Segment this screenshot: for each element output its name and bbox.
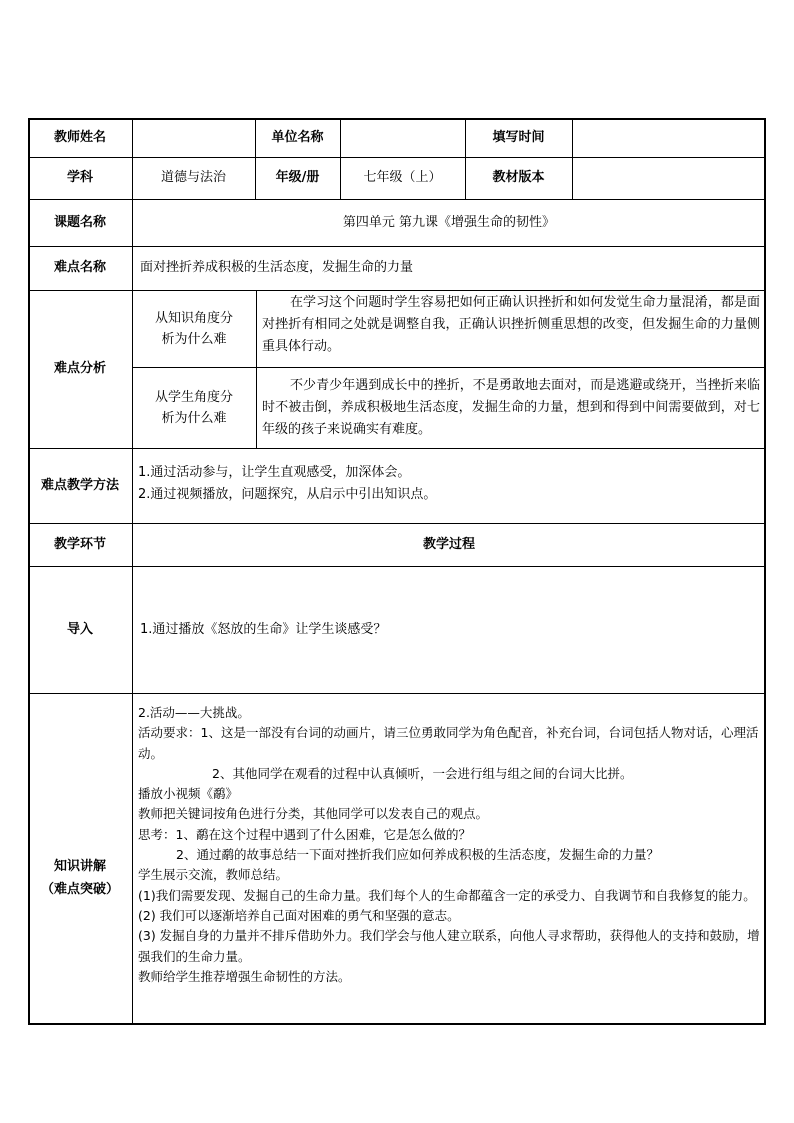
grade-label: 年级/册 bbox=[275, 170, 320, 185]
process-header: 教学过程 bbox=[422, 536, 475, 552]
subject-label: 学科 bbox=[66, 170, 93, 185]
knowledge-sublabel: （难点突破） bbox=[40, 882, 119, 897]
unit-name-value bbox=[340, 118, 465, 157]
method-label: 难点教学方法 bbox=[40, 477, 119, 493]
teacher-name-value bbox=[132, 118, 255, 157]
textbook-version-label: 教材版本 bbox=[492, 170, 545, 185]
knowledge-label: 知识讲解 bbox=[53, 859, 106, 874]
fill-date-label: 填写时间 bbox=[492, 129, 545, 145]
knowledge-line: 2、其他同学在观看的过程中认真倾听，一会进行组与组之间的台词大比拼。 bbox=[212, 765, 633, 781]
analysis-label: 难点分析 bbox=[53, 361, 106, 376]
topic-label: 课题名称 bbox=[53, 214, 106, 230]
knowledge-line: 2、通过鹬的故事总结一下面对挫折我们应如何养成积极的生活态度，发掘生命的力量？ bbox=[176, 847, 659, 863]
grade-value: 七年级（上） bbox=[363, 170, 442, 185]
method-line: 2.通过视频播放，问题探究，从启示中引出知识点。 bbox=[138, 487, 437, 502]
knowledge-angle-text: 在学习这个问题时学生容易把如何正确认识挫折和如何发觉生命力量混淆，都是面对挫折有相同之处就是调整自我，正确认识挫折侧重思想的改变，但发掘生命的力量侧重具体行动。 bbox=[262, 295, 760, 354]
fill-date-value bbox=[572, 118, 766, 157]
teacher-name-label: 教师姓名 bbox=[53, 129, 106, 145]
knowledge-line: 活动要求：1、这是一部没有台词的动画片，请三位勇敢同学为角色配音，补充台词，台词包括人物对话，心理活动。 bbox=[138, 725, 759, 761]
student-angle-label: 从学生角度分析为什么难 bbox=[154, 389, 233, 426]
knowledge-line: 教师给学生推荐增强生命韧性的方法。 bbox=[138, 968, 351, 984]
knowledge-line: 播放小视频《鹬》 bbox=[138, 786, 239, 802]
unit-name-label: 单位名称 bbox=[271, 129, 324, 145]
textbook-version-value bbox=[572, 157, 766, 199]
knowledge-line: 2.活动——大挑战。 bbox=[138, 705, 250, 720]
difficulty-value: 面对挫折养成积极的生活态度，发掘生命的力量 bbox=[140, 260, 414, 275]
student-angle-text: 不少青少年遇到成长中的挫折，不是勇敢地去面对，而是逃避或绕开，当挫折来临时不被击倒，养成积极地生活态度，发掘生命的力量，想到和得到中间需要做到，对七年级的孩子来说确实有难度。 bbox=[262, 378, 760, 437]
knowledge-line: (2) 我们可以逐渐培养自己面对困难的勇气和坚强的意志。 bbox=[138, 907, 460, 923]
knowledge-line: 思考：1、鹬在这个过程中遇到了什么困难，它是怎么做的？ bbox=[138, 826, 471, 842]
topic-value: 第四单元 第九课《增强生命的韧性》 bbox=[342, 214, 556, 230]
subject-value: 道德与法治 bbox=[160, 170, 226, 185]
knowledge-line: 教师把关键词按角色进行分类，其他同学可以发表自己的观点。 bbox=[138, 806, 489, 822]
method-line: 1.通过活动参与，让学生直观感受，加深体会。 bbox=[138, 465, 411, 480]
knowledge-line: (1)我们需要发现、发掘自己的生命力量。我们每个人的生命都蕴含一定的承受力、自我调节和自我修复的能力。 bbox=[138, 887, 756, 903]
knowledge-content bbox=[138, 703, 762, 987]
knowledge-line: (3) 发掘自身的力量并不排斥借助外力。我们学会与他人建立联系，向他人寻求帮助，获得他人的支持和鼓励，增强我们的生命力量。 bbox=[138, 928, 760, 964]
method-content bbox=[138, 462, 758, 506]
knowledge-section-label bbox=[28, 855, 132, 901]
knowledge-line: 学生展示交流，教师总结。 bbox=[138, 867, 289, 883]
intro-text: 1.通过播放《怒放的生命》让学生谈感受？ bbox=[140, 621, 387, 637]
stage-header: 教学环节 bbox=[53, 536, 106, 552]
knowledge-angle-label: 从知识角度分析为什么难 bbox=[154, 310, 233, 347]
difficulty-label: 难点名称 bbox=[53, 260, 106, 275]
intro-label: 导入 bbox=[66, 621, 93, 637]
